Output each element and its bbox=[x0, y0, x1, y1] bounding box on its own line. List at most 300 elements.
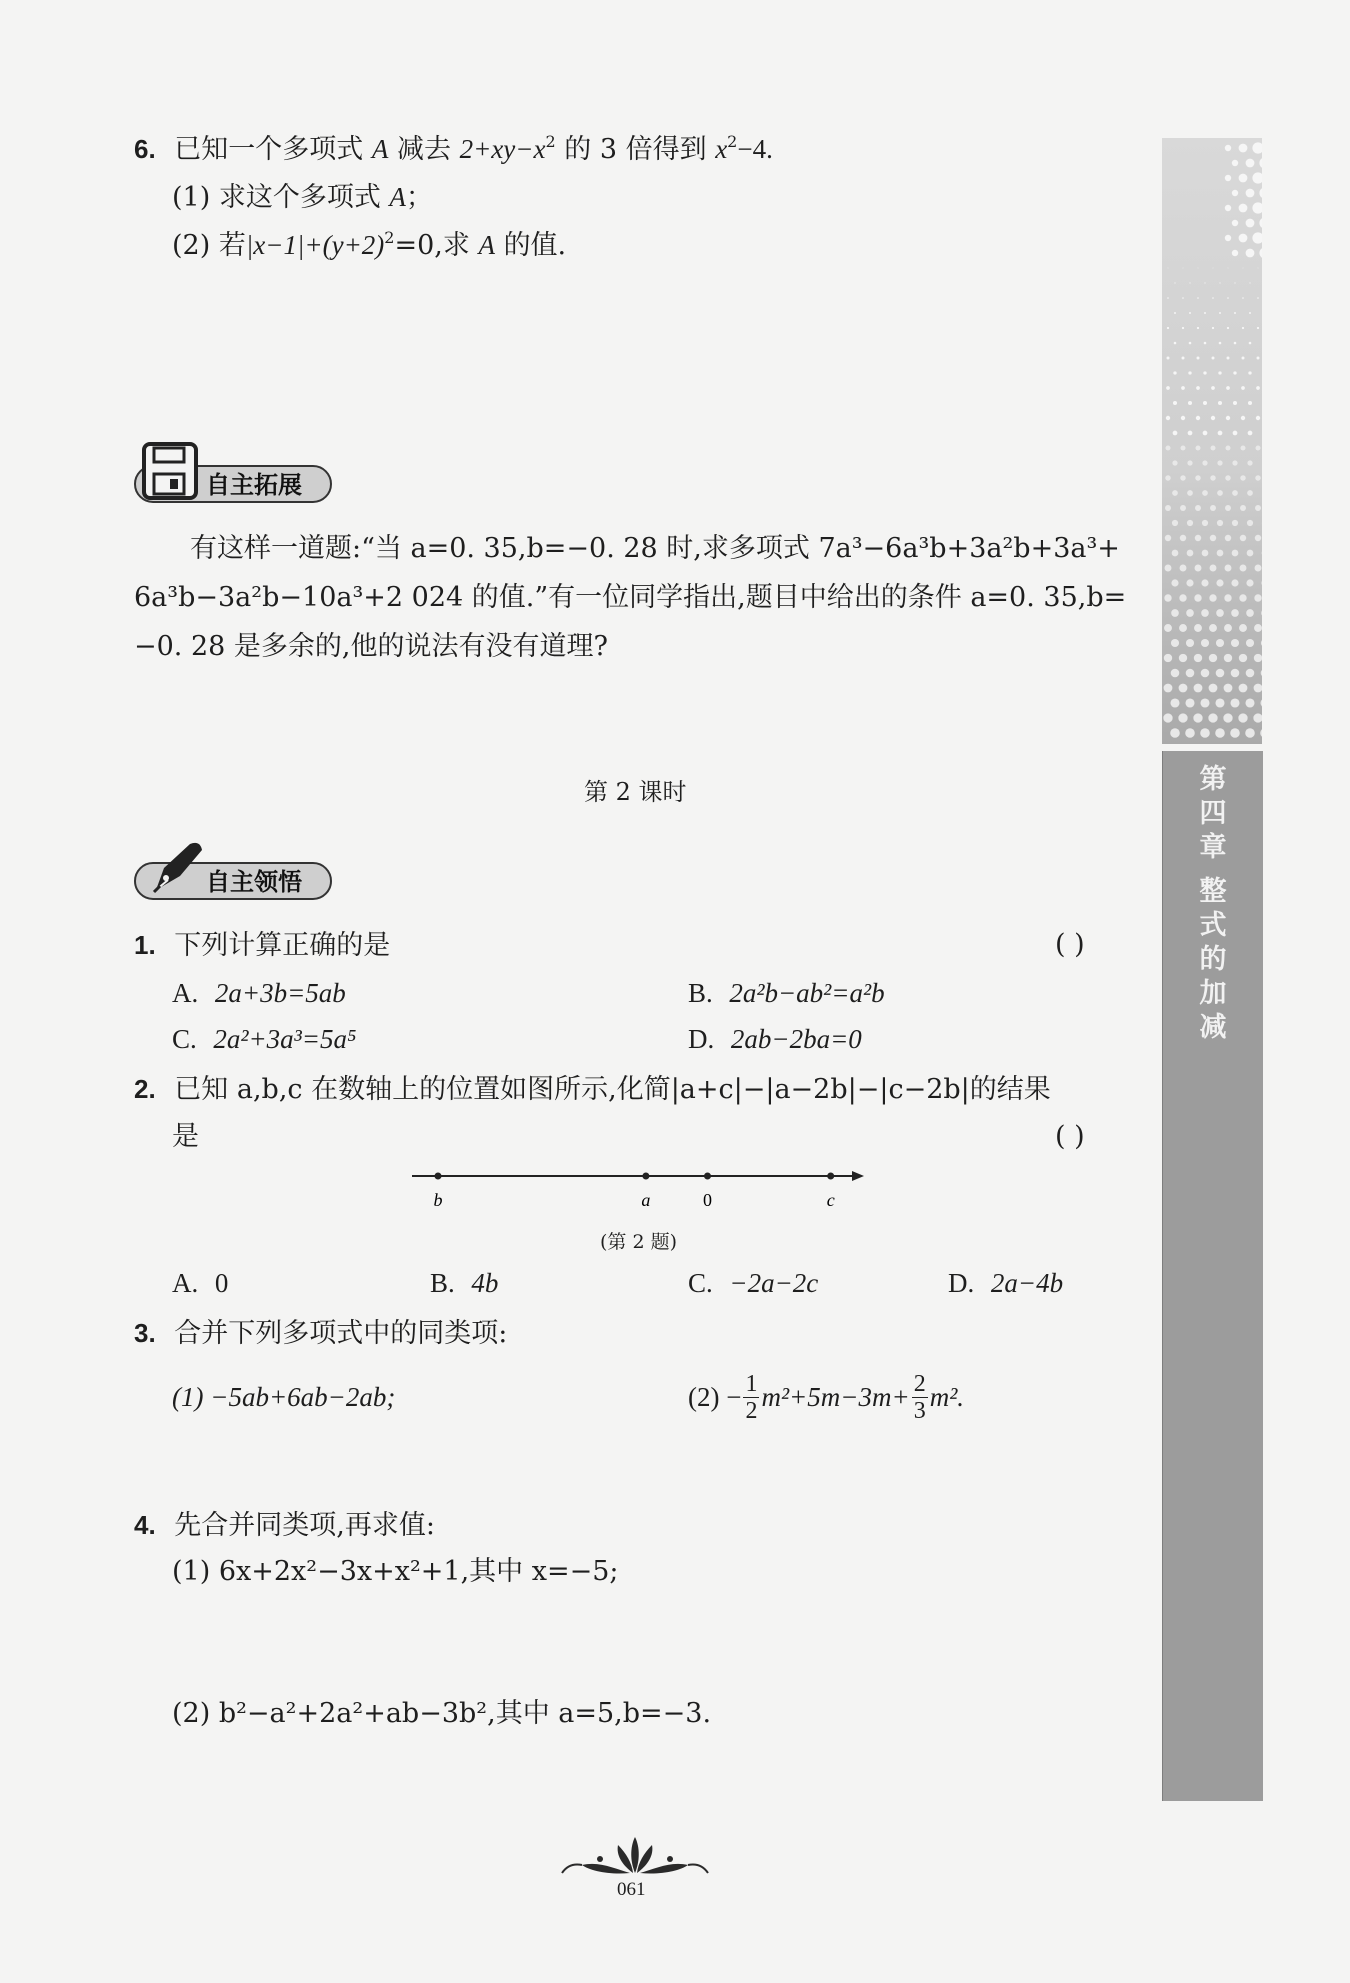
punctuation: ； bbox=[405, 182, 433, 213]
option-text: 2a²b−ab²=a²b bbox=[729, 978, 885, 1008]
question-1 bbox=[134, 928, 390, 963]
math-expression: 2+xy−x bbox=[459, 134, 546, 164]
halftone-dot bbox=[1196, 446, 1201, 451]
halftone-dot bbox=[1239, 144, 1248, 153]
math-expression: −4. bbox=[737, 134, 773, 164]
halftone-dot bbox=[1164, 654, 1172, 662]
question-number: 1. bbox=[134, 930, 156, 960]
halftone-dot bbox=[1225, 235, 1231, 241]
halftone-dot bbox=[1252, 232, 1262, 243]
halftone-dot bbox=[1247, 520, 1253, 526]
chapter-char: 四 bbox=[1199, 798, 1227, 829]
halftone-dot bbox=[1261, 669, 1262, 678]
math-expression: (1) −5ab+6ab−2ab; bbox=[172, 1382, 396, 1412]
halftone-dot bbox=[1164, 594, 1171, 601]
halftone-dot bbox=[1230, 698, 1239, 707]
halftone-dot bbox=[1174, 282, 1175, 283]
halftone-dot bbox=[1233, 431, 1238, 436]
halftone-dot bbox=[1245, 728, 1255, 738]
halftone-dot bbox=[1200, 728, 1210, 738]
halftone-dot bbox=[1254, 624, 1262, 632]
halftone-dot bbox=[1194, 594, 1201, 601]
halftone-dot bbox=[1260, 698, 1262, 707]
halftone-dot bbox=[1240, 535, 1246, 541]
floral-ornament-icon bbox=[560, 1835, 710, 1877]
fraction-numerator: 1 bbox=[745, 1370, 758, 1397]
halftone-dot bbox=[1225, 175, 1231, 181]
number-line-point-b bbox=[435, 1173, 442, 1180]
halftone-dot bbox=[1230, 728, 1240, 738]
halftone-dot bbox=[1258, 268, 1259, 269]
halftone-dot bbox=[1219, 342, 1222, 345]
halftone-dot bbox=[1208, 713, 1217, 722]
fraction-denominator: 3 bbox=[913, 1397, 926, 1424]
question-3-part-2 bbox=[688, 1362, 964, 1432]
fraction-one-half bbox=[743, 1371, 759, 1424]
question-number: 3. bbox=[134, 1318, 156, 1348]
extend-line-3: −0. 28 是多余的,他的说法有没有道理? bbox=[134, 631, 608, 662]
option-label: A. bbox=[172, 978, 199, 1008]
math-expression: (2) − bbox=[688, 1382, 742, 1412]
section-badge-label: 自主领悟 bbox=[206, 868, 302, 896]
halftone-dot bbox=[1195, 565, 1202, 572]
halftone-dot bbox=[1172, 460, 1177, 465]
halftone-dot bbox=[1204, 282, 1205, 283]
halftone-dot bbox=[1216, 669, 1225, 678]
halftone-dot bbox=[1189, 312, 1191, 314]
halftone-dot bbox=[1252, 172, 1262, 183]
halftone-dot bbox=[1246, 579, 1253, 586]
halftone-dot bbox=[1233, 401, 1237, 405]
halftone-dot bbox=[1248, 371, 1251, 374]
halftone-dot bbox=[1257, 357, 1260, 360]
halftone-dot bbox=[1165, 535, 1171, 541]
part-text: 的值. bbox=[503, 230, 567, 261]
halftone-dot bbox=[1233, 371, 1236, 374]
halftone-dot bbox=[1213, 268, 1214, 269]
halftone-dot bbox=[1260, 728, 1262, 738]
chapter-char: 章 bbox=[1199, 832, 1227, 863]
halftone-dot bbox=[1257, 297, 1259, 299]
question-2 bbox=[134, 1072, 1051, 1107]
halftone-dot bbox=[1170, 728, 1180, 738]
halftone-dot bbox=[1232, 190, 1238, 196]
question-6-part-1 bbox=[172, 180, 433, 215]
question-text: 合并下列多项式中的同类项: bbox=[174, 1318, 508, 1349]
halftone-dot bbox=[1202, 520, 1208, 526]
halftone-dot bbox=[1259, 247, 1262, 258]
halftone-dot bbox=[1182, 357, 1185, 360]
math-expression: |x−1|+(y+2) bbox=[245, 230, 385, 260]
halftone-dot bbox=[1204, 342, 1207, 345]
question-4-part-2: (2) b²−a²+2a²+ab−3b²,其中 a=5,b=−3. bbox=[172, 1698, 712, 1729]
halftone-dot bbox=[1202, 550, 1209, 557]
option-d bbox=[948, 1266, 1063, 1301]
option-text: 2ab−2ba=0 bbox=[730, 1024, 862, 1054]
halftone-dot bbox=[1252, 142, 1262, 153]
question-4-part-1: (1) 6x+2x²−3x+x²+1,其中 x=−5; bbox=[172, 1556, 619, 1587]
math-expression: x bbox=[715, 134, 728, 164]
halftone-dot bbox=[1226, 416, 1230, 420]
halftone-dot bbox=[1225, 535, 1231, 541]
halftone-dot bbox=[1225, 505, 1231, 511]
fraction-denominator: 2 bbox=[745, 1397, 758, 1424]
halftone-dot bbox=[1179, 594, 1186, 601]
section-badge-label: 自主拓展 bbox=[206, 471, 302, 499]
halftone-dot bbox=[1249, 342, 1252, 345]
halftone-dot bbox=[1215, 698, 1224, 707]
halftone-dot bbox=[1217, 490, 1223, 496]
halftone-dot bbox=[1187, 550, 1194, 557]
halftone-dot bbox=[1211, 446, 1216, 451]
halftone-dot bbox=[1166, 446, 1171, 451]
halftone-dot bbox=[1166, 416, 1170, 420]
chapter-char: 加 bbox=[1199, 978, 1227, 1009]
halftone-dot bbox=[1165, 565, 1172, 572]
answer-bracket: ( ) bbox=[1055, 1121, 1085, 1152]
question-text: 的 3 倍得到 bbox=[564, 134, 707, 165]
question-text: 已知 a,b,c 在数轴上的位置如图所示,化简|a+c|−|a−2b|−|c−2b|的结果 bbox=[174, 1074, 1051, 1105]
side-tab-divider bbox=[1162, 744, 1262, 751]
option-b bbox=[688, 976, 885, 1011]
halftone-dot bbox=[1242, 327, 1244, 329]
halftone-dot bbox=[1232, 550, 1239, 557]
variable: A bbox=[389, 182, 406, 212]
halftone-dot bbox=[1240, 565, 1247, 572]
option-label: C. bbox=[688, 1268, 713, 1298]
halftone-dot bbox=[1194, 654, 1202, 662]
halftone-dot bbox=[1187, 520, 1193, 526]
number-line-label-0: 0 bbox=[703, 1190, 712, 1210]
halftone-dot bbox=[1179, 624, 1187, 632]
halftone-dot bbox=[1254, 654, 1262, 662]
halftone-dot bbox=[1218, 401, 1222, 405]
halftone-dot bbox=[1210, 505, 1216, 511]
option-text: −2a−2c bbox=[729, 1268, 819, 1298]
halftone-dot bbox=[1173, 431, 1178, 436]
number-line-point-0 bbox=[704, 1173, 711, 1180]
halftone-dot bbox=[1197, 357, 1200, 360]
math-expression: m². bbox=[929, 1382, 965, 1412]
extend-line-2: 6a³b−3a²b−10a³+2 024 的值.”有一位同学指出,题目中给出的条件 a=0. 35,b= bbox=[134, 582, 1127, 613]
halftone-dot bbox=[1201, 609, 1209, 617]
halftone-dot bbox=[1202, 460, 1207, 465]
chapter-char: 的 bbox=[1199, 944, 1227, 975]
option-b bbox=[430, 1266, 498, 1301]
halftone-dot bbox=[1255, 505, 1261, 511]
halftone-dot bbox=[1201, 669, 1210, 678]
part-text: (2) 若 bbox=[172, 230, 246, 261]
halftone-dot bbox=[1255, 565, 1262, 572]
halftone-dot bbox=[1186, 639, 1194, 647]
halftone-dot bbox=[1219, 282, 1220, 283]
halftone-dot bbox=[1168, 268, 1169, 269]
chapter-char: 减 bbox=[1199, 1012, 1227, 1043]
extend-line-1: 有这样一道题:“当 a=0. 35,b=−0. 28 时,求多项式 7a³−6a³b+3a²b+3a³+ bbox=[190, 533, 1120, 564]
halftone-dot bbox=[1246, 669, 1255, 678]
halftone-dot bbox=[1246, 609, 1254, 617]
halftone-dot bbox=[1242, 357, 1245, 360]
pen-nib-icon bbox=[146, 838, 208, 900]
option-label: D. bbox=[688, 1024, 715, 1054]
option-text: 2a²+3a³=5a⁵ bbox=[213, 1024, 357, 1054]
number-line bbox=[400, 1160, 870, 1220]
halftone-dot bbox=[1197, 297, 1199, 299]
halftone-dot bbox=[1247, 550, 1254, 557]
question-text: 已知一个多项式 bbox=[174, 134, 364, 165]
question-text: 先合并同类项,再求值: bbox=[174, 1510, 435, 1541]
halftone-dot bbox=[1227, 357, 1230, 360]
halftone-dot bbox=[1173, 401, 1177, 405]
halftone-dot bbox=[1259, 157, 1262, 168]
halftone-dot bbox=[1212, 357, 1215, 360]
halftone-dot bbox=[1224, 594, 1231, 601]
halftone-dot bbox=[1254, 594, 1261, 601]
halftone-dot bbox=[1225, 205, 1231, 211]
halftone-dot bbox=[1182, 297, 1184, 299]
halftone-dot bbox=[1232, 220, 1238, 226]
halftone-dot bbox=[1180, 505, 1186, 511]
question-text: 下列计算正确的是 bbox=[174, 930, 391, 961]
halftone-dot bbox=[1180, 475, 1185, 480]
halftone-dot bbox=[1209, 684, 1218, 693]
question-3 bbox=[134, 1316, 507, 1351]
part-text: =0,求 bbox=[394, 230, 470, 261]
halftone-dot bbox=[1201, 579, 1208, 586]
fraction-numerator: 2 bbox=[913, 1370, 926, 1397]
halftone-dot bbox=[1171, 669, 1180, 678]
halftone-dot bbox=[1232, 490, 1238, 496]
option-text: 2a+3b=5ab bbox=[214, 978, 346, 1008]
halftone-dot bbox=[1256, 416, 1260, 420]
halftone-dot bbox=[1196, 416, 1200, 420]
halftone-dot bbox=[1227, 297, 1229, 299]
halftone-dot bbox=[1193, 713, 1202, 722]
page-number: 061 bbox=[617, 1879, 646, 1900]
halftone-dot bbox=[1232, 250, 1238, 256]
halftone-dot bbox=[1195, 475, 1200, 480]
halftone-dot bbox=[1261, 609, 1262, 617]
halftone-dot bbox=[1223, 713, 1232, 722]
option-text: 0 bbox=[214, 1268, 229, 1298]
halftone-pattern bbox=[1162, 138, 1262, 744]
halftone-dot bbox=[1178, 713, 1187, 722]
halftone-dot bbox=[1234, 282, 1235, 283]
question-4 bbox=[134, 1508, 435, 1543]
halftone-dot bbox=[1261, 639, 1262, 647]
halftone-dot bbox=[1239, 594, 1246, 601]
halftone-dot bbox=[1186, 609, 1194, 617]
halftone-dot bbox=[1188, 371, 1191, 374]
halftone-dot bbox=[1171, 639, 1179, 647]
halftone-dot bbox=[1180, 535, 1186, 541]
halftone-dot bbox=[1246, 219, 1255, 228]
halftone-dot bbox=[1217, 520, 1223, 526]
option-label: D. bbox=[948, 1268, 975, 1298]
halftone-dot bbox=[1209, 624, 1217, 632]
halftone-dot bbox=[1256, 386, 1260, 390]
question-number: 2. bbox=[134, 1074, 156, 1104]
halftone-dot bbox=[1226, 386, 1230, 390]
halftone-dot bbox=[1173, 371, 1176, 374]
halftone-dot bbox=[1186, 669, 1195, 678]
chapter-number bbox=[1163, 763, 1263, 865]
halftone-dot bbox=[1225, 475, 1230, 480]
halftone-dot bbox=[1245, 698, 1254, 707]
halftone-dot bbox=[1216, 609, 1224, 617]
halftone-dot bbox=[1239, 234, 1248, 243]
option-label: A. bbox=[172, 1268, 199, 1298]
halftone-dot bbox=[1234, 342, 1237, 345]
halftone-dot bbox=[1194, 624, 1202, 632]
halftone-dot bbox=[1240, 505, 1246, 511]
halftone-dot bbox=[1204, 312, 1206, 314]
halftone-dot bbox=[1259, 187, 1262, 198]
halftone-dot bbox=[1224, 684, 1233, 693]
halftone-dot bbox=[1246, 249, 1255, 258]
halftone-dot bbox=[1164, 624, 1172, 632]
halftone-dot bbox=[1210, 565, 1217, 572]
halftone-dot bbox=[1242, 297, 1244, 299]
question-number: 6. bbox=[134, 134, 156, 164]
number-line-label-b: b bbox=[433, 1190, 443, 1210]
halftone-dot bbox=[1167, 357, 1170, 360]
halftone-dot bbox=[1211, 416, 1215, 420]
halftone-dot bbox=[1240, 475, 1245, 480]
halftone-dot bbox=[1255, 535, 1261, 541]
figure-caption: (第 2 题) bbox=[600, 1231, 677, 1253]
halftone-dot bbox=[1185, 728, 1195, 738]
halftone-dot bbox=[1253, 713, 1262, 722]
question-text: 减去 bbox=[396, 134, 451, 165]
halftone-dot bbox=[1212, 297, 1214, 299]
halftone-dot bbox=[1257, 327, 1259, 329]
halftone-dot bbox=[1225, 145, 1231, 151]
halftone-dot bbox=[1231, 609, 1239, 617]
halftone-dot bbox=[1232, 520, 1238, 526]
option-text: 4b bbox=[471, 1268, 499, 1298]
halftone-dot bbox=[1189, 282, 1190, 283]
halftone-dot bbox=[1186, 579, 1193, 586]
halftone-dot bbox=[1238, 713, 1247, 722]
halftone-dot bbox=[1255, 475, 1260, 480]
chapter-char: 整 bbox=[1199, 876, 1227, 907]
variable: A bbox=[478, 230, 495, 260]
side-tab-chapter bbox=[1162, 751, 1263, 1801]
halftone-dot bbox=[1231, 669, 1240, 678]
halftone-dot bbox=[1241, 386, 1245, 390]
halftone-dot bbox=[1171, 579, 1178, 586]
halftone-dot bbox=[1198, 268, 1199, 269]
halftone-dot bbox=[1200, 698, 1209, 707]
halftone-dot bbox=[1246, 159, 1255, 168]
halftone-dot bbox=[1224, 654, 1232, 662]
halftone-dot bbox=[1231, 579, 1238, 586]
halftone-dot bbox=[1239, 624, 1247, 632]
halftone-dot bbox=[1239, 684, 1248, 693]
math-expression: m²+5m−3m+ bbox=[761, 1382, 910, 1412]
halftone-dot bbox=[1217, 550, 1224, 557]
variable: A bbox=[371, 134, 389, 164]
halftone-dot bbox=[1226, 446, 1231, 451]
halftone-dot bbox=[1188, 431, 1193, 436]
arrow-right-icon bbox=[852, 1171, 864, 1181]
halftone-dot bbox=[1172, 550, 1179, 557]
answer-bracket: ( ) bbox=[1055, 929, 1085, 960]
halftone-dot bbox=[1164, 684, 1173, 693]
option-label: B. bbox=[688, 978, 713, 1008]
halftone-dot bbox=[1215, 728, 1225, 738]
question-3-part-1 bbox=[172, 1380, 395, 1415]
halftone-dot bbox=[1209, 654, 1217, 662]
side-tab-pattern bbox=[1162, 138, 1262, 744]
option-label: C. bbox=[172, 1024, 197, 1054]
halftone-dot bbox=[1174, 312, 1176, 314]
fraction-two-thirds bbox=[912, 1371, 928, 1424]
halftone-dot bbox=[1248, 401, 1252, 405]
lesson-title: 第 2 课时 bbox=[584, 778, 687, 806]
halftone-dot bbox=[1203, 431, 1208, 436]
halftone-dot bbox=[1247, 460, 1252, 465]
halftone-dot bbox=[1211, 386, 1215, 390]
halftone-dot bbox=[1202, 490, 1208, 496]
halftone-dot bbox=[1218, 431, 1223, 436]
halftone-dot bbox=[1224, 624, 1232, 632]
halftone-dot bbox=[1216, 579, 1223, 586]
halftone-dot bbox=[1248, 431, 1253, 436]
halftone-dot bbox=[1219, 312, 1221, 314]
halftone-dot bbox=[1246, 189, 1255, 198]
halftone-dot bbox=[1187, 460, 1192, 465]
halftone-dot bbox=[1163, 713, 1172, 722]
halftone-dot bbox=[1256, 446, 1261, 451]
halftone-dot bbox=[1249, 282, 1250, 283]
option-c bbox=[688, 1266, 818, 1301]
halftone-dot bbox=[1185, 698, 1194, 707]
halftone-dot bbox=[1218, 371, 1221, 374]
halftone-dot bbox=[1165, 475, 1170, 480]
option-a bbox=[172, 976, 346, 1011]
halftone-dot bbox=[1247, 490, 1253, 496]
halftone-dot bbox=[1234, 312, 1236, 314]
option-c bbox=[172, 1022, 356, 1057]
halftone-dot bbox=[1195, 535, 1201, 541]
halftone-dot bbox=[1171, 609, 1179, 617]
halftone-dot bbox=[1249, 312, 1251, 314]
halftone-dot bbox=[1179, 684, 1188, 693]
halftone-dot bbox=[1227, 327, 1229, 329]
halftone-dot bbox=[1172, 490, 1178, 496]
option-d bbox=[688, 1022, 862, 1057]
halftone-dot bbox=[1181, 416, 1185, 420]
option-label: B. bbox=[430, 1268, 455, 1298]
question-6: 6. 已知一个多项式 A 减去 $2+xy-x^2$ 的 3 倍得到 $x^2-4$. bbox=[134, 132, 773, 165]
halftone-dot bbox=[1172, 520, 1178, 526]
halftone-dot bbox=[1203, 371, 1206, 374]
halftone-dot bbox=[1209, 594, 1216, 601]
halftone-dot bbox=[1203, 401, 1207, 405]
halftone-dot bbox=[1241, 416, 1245, 420]
question-6-part-2: (2) 若$|x-1|+(y+2)^2=0$,求 A 的值. bbox=[172, 228, 567, 261]
halftone-dot bbox=[1180, 565, 1187, 572]
halftone-dot bbox=[1239, 654, 1247, 662]
halftone-dot bbox=[1201, 639, 1209, 647]
halftone-dot bbox=[1243, 268, 1244, 269]
halftone-dot bbox=[1183, 268, 1184, 269]
halftone-dot bbox=[1166, 386, 1170, 390]
halftone-dot bbox=[1170, 698, 1179, 707]
halftone-dot bbox=[1216, 639, 1224, 647]
